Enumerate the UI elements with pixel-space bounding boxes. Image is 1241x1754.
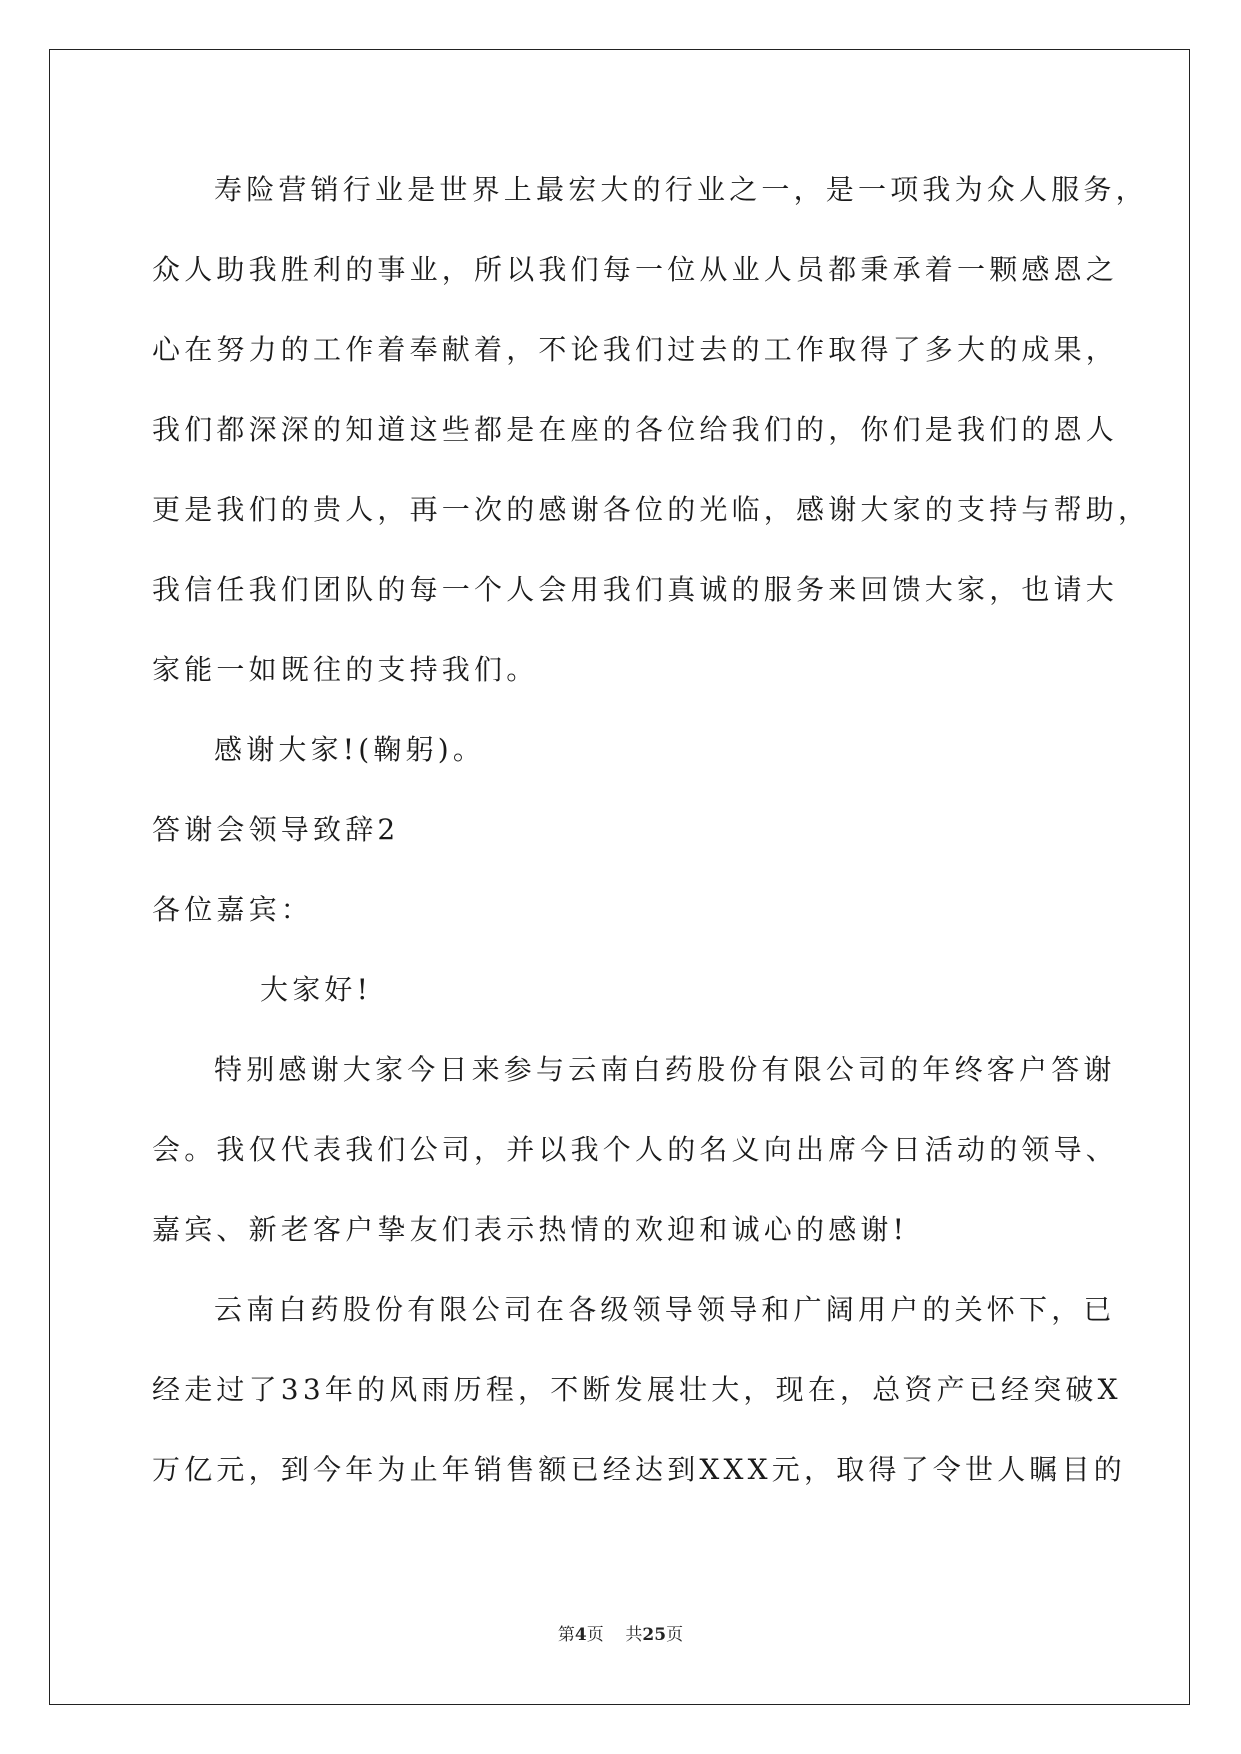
page-prefix: 第 [557,1625,575,1645]
paragraph-line: 会。我仅代表我们公司，并以我个人的名义向出席今日活动的领导、 [152,1133,1119,1166]
paragraph-line: 云南白药股份有限公司在各级领导领导和广阔用户的关怀下，已 [214,1293,1116,1326]
page-number: 4 [574,1625,587,1645]
paragraph-line: 我信任我们团队的每一个人会用我们真诚的服务来回馈大家，也请大 [152,573,1119,606]
greeting: 大家好! [260,973,373,1006]
paragraph-line: 心在努力的工作着奉献着，不论我们过去的工作取得了多大的成果， [152,333,1119,366]
paragraph-line: 嘉宾、新老客户挚友们表示热情的欢迎和诚心的感谢! [152,1213,909,1246]
paragraph-line: 家能一如既往的支持我们。 [152,653,539,686]
page-suffix: 页 [586,1625,604,1645]
document-body [152,162,1151,1522]
section-heading: 答谢会领导致辞2 [152,813,400,846]
thanks-line: 感谢大家!(鞠躬)。 [214,733,486,766]
paragraph-line: 寿险营销行业是世界上最宏大的行业之一，是一项我为众人服务， [214,173,1148,206]
paragraph-line: 众人助我胜利的事业，所以我们每一位从业人员都秉承着一颗感恩之 [152,253,1119,286]
paragraph-line: 万亿元，到今年为止年销售额已经达到XXX元，取得了令世人瞩目的 [152,1453,1127,1486]
page-footer [0,1620,1241,1645]
total-prefix: 共 [625,1625,643,1645]
total-suffix: 页 [666,1625,684,1645]
paragraph-line: 特别感谢大家今日来参与云南白药股份有限公司的年终客户答谢 [214,1053,1116,1086]
paragraph-line: 更是我们的贵人，再一次的感谢各位的光临，感谢大家的支持与帮助， [152,493,1151,526]
salutation: 各位嘉宾： [152,893,314,926]
paragraph-line: 我们都深深的知道这些都是在座的各位给我们的，你们是我们的恩人 [152,413,1119,446]
total-pages: 25 [642,1625,667,1645]
paragraph-line: 经走过了33年的风雨历程，不断发展壮大，现在，总资产已经突破X [152,1373,1122,1406]
